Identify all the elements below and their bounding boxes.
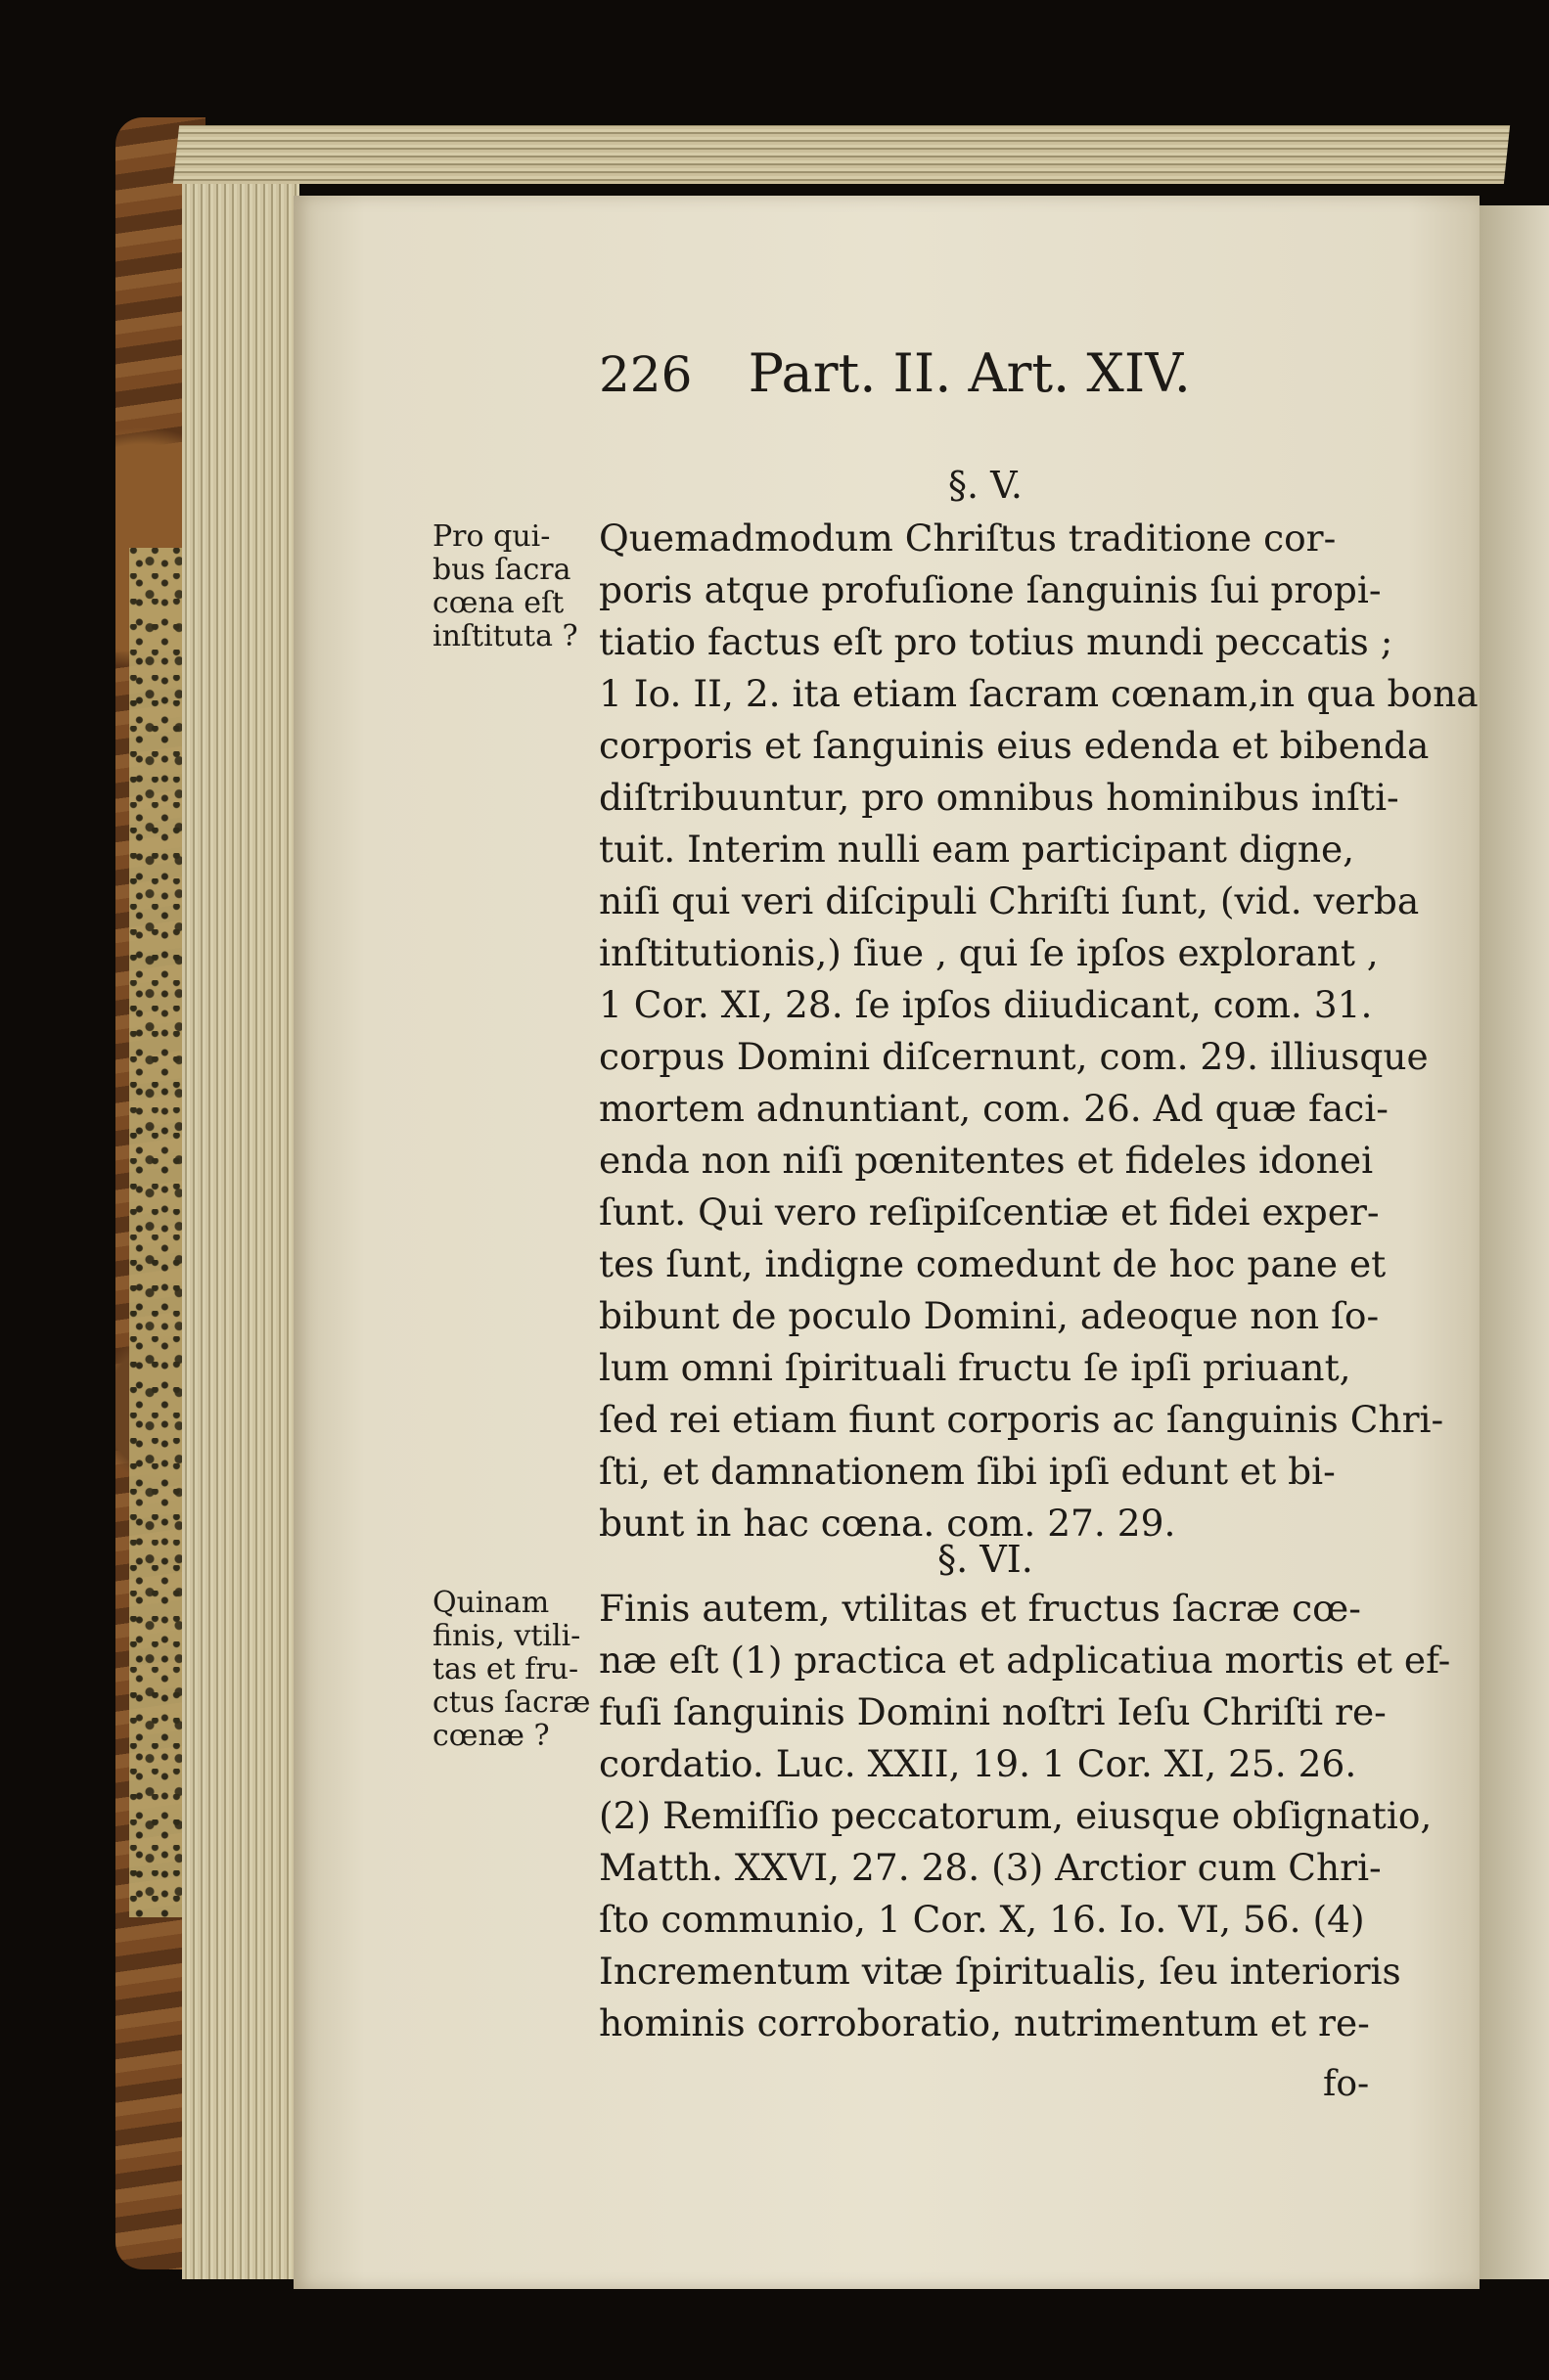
- marginal-note-line: Quinam: [433, 1586, 550, 1620]
- text-line: diſtribuuntur, pro omnibus hominibus inſti-: [599, 776, 1399, 819]
- text-line: cordatio. Luc. XXII, 19. 1 Cor. XI, 25. 26.: [599, 1742, 1357, 1785]
- text-line: næ eſt (1) practica et adplicatiua mortis et ef-: [599, 1639, 1451, 1682]
- text-line: tiatio factus eſt pro totius mundi peccatis ;: [599, 620, 1393, 663]
- text-line: poris atque profuſione ſanguinis ſui propi-: [599, 568, 1382, 611]
- text-line: 1 Io. II, 2. ita etiam ſacram cœnam,in qua bona: [599, 672, 1479, 715]
- text-line: tuit. Interim nulli eam participant digne,: [599, 828, 1355, 871]
- top-page-edges: [173, 125, 1510, 184]
- text-line: niſi qui veri diſcipuli Chriſti ſunt, (vid. verba: [599, 879, 1420, 922]
- text-line: corpus Domini diſcernunt, com. 29. illiusque: [599, 1035, 1429, 1078]
- text-line: ſunt. Qui vero reſipiſcentiæ et fidei exper-: [599, 1190, 1380, 1234]
- section-vi-text: [599, 1583, 1451, 2049]
- section-heading-v: §. V.: [947, 464, 1024, 507]
- section-v-text: [599, 513, 1479, 1549]
- text-line: 1 Cor. XI, 28. ſe ipſos diiudicant, com. 31.: [599, 983, 1373, 1026]
- marginal-note-line: tas et fru-: [433, 1652, 579, 1686]
- text-line: Quemadmodum Chriſtus traditione cor-: [599, 516, 1337, 560]
- text-line: ſti, et damnationem ſibi ipſi edunt et bi-: [599, 1450, 1336, 1493]
- catchword: fo-: [1323, 2064, 1370, 2104]
- marginal-note-line: Pro qui-: [433, 519, 551, 554]
- text-line: inſtitutionis,) ſiue , qui ſe ipſos explorant ,: [599, 931, 1379, 974]
- text-line: bunt in hac cœna. com. 27. 29.: [599, 1502, 1176, 1545]
- marginal-note-line: bus ſacra: [433, 553, 571, 587]
- marginal-note-v: [433, 520, 594, 653]
- text-line: hominis corroboratio, nutrimentum et re-: [599, 2001, 1370, 2044]
- facing-page-edge: [1480, 205, 1549, 2279]
- text-line: bibunt de poculo Domini, adeoque non ſo-: [599, 1294, 1380, 1337]
- marginal-note-line: ctus ſacræ: [433, 1685, 591, 1720]
- text-line: mortem adnuntiant, com. 26. Ad quæ faci-: [599, 1087, 1389, 1130]
- running-header: [599, 342, 1245, 421]
- text-line: ſed rei etiam fiunt corporis ac ſanguinis Chri-: [599, 1398, 1444, 1441]
- marginal-note-line: cœna eſt: [433, 586, 565, 620]
- text-line: tes ſunt, indigne comedunt de hoc pane et: [599, 1242, 1387, 1285]
- text-line: Matth. XXVI, 27. 28. (3) Arctior cum Chri-: [599, 1846, 1382, 1889]
- text-line: Finis autem, vtilitas et fructus ſacræ cœ-: [599, 1587, 1361, 1630]
- text-line: ſto communio, 1 Cor. X, 16. Io. VI, 56. (4): [599, 1898, 1365, 1941]
- text-line: Incrementum vitæ ſpiritualis, ſeu interioris: [599, 1950, 1401, 1993]
- text-line: (2) Remiſſio peccatorum, eiusque obſignatio,: [599, 1794, 1433, 1837]
- marginal-note-line: cœnæ ?: [433, 1719, 550, 1753]
- text-line: lum omni ſpirituali fructu ſe ipſi priuant,: [599, 1346, 1351, 1389]
- text-line: enda non niſi pœnitentes et fideles idonei: [599, 1139, 1374, 1182]
- marginal-note-line: finis, vtili-: [433, 1619, 581, 1653]
- page-edges: [182, 137, 299, 2279]
- header-title: Part. II. Art. XIV.: [748, 342, 1191, 404]
- page-number: 226: [599, 346, 693, 403]
- marginal-note-vi: [433, 1587, 594, 1753]
- section-heading-vi: §. VI.: [937, 1538, 1033, 1581]
- text-line: corporis et ſanguinis eius edenda et bibenda: [599, 724, 1430, 767]
- text-line: fuſi ſanguinis Domini noſtri Ieſu Chriſti re-: [599, 1690, 1387, 1733]
- marginal-note-line: inſtituta ?: [433, 619, 578, 653]
